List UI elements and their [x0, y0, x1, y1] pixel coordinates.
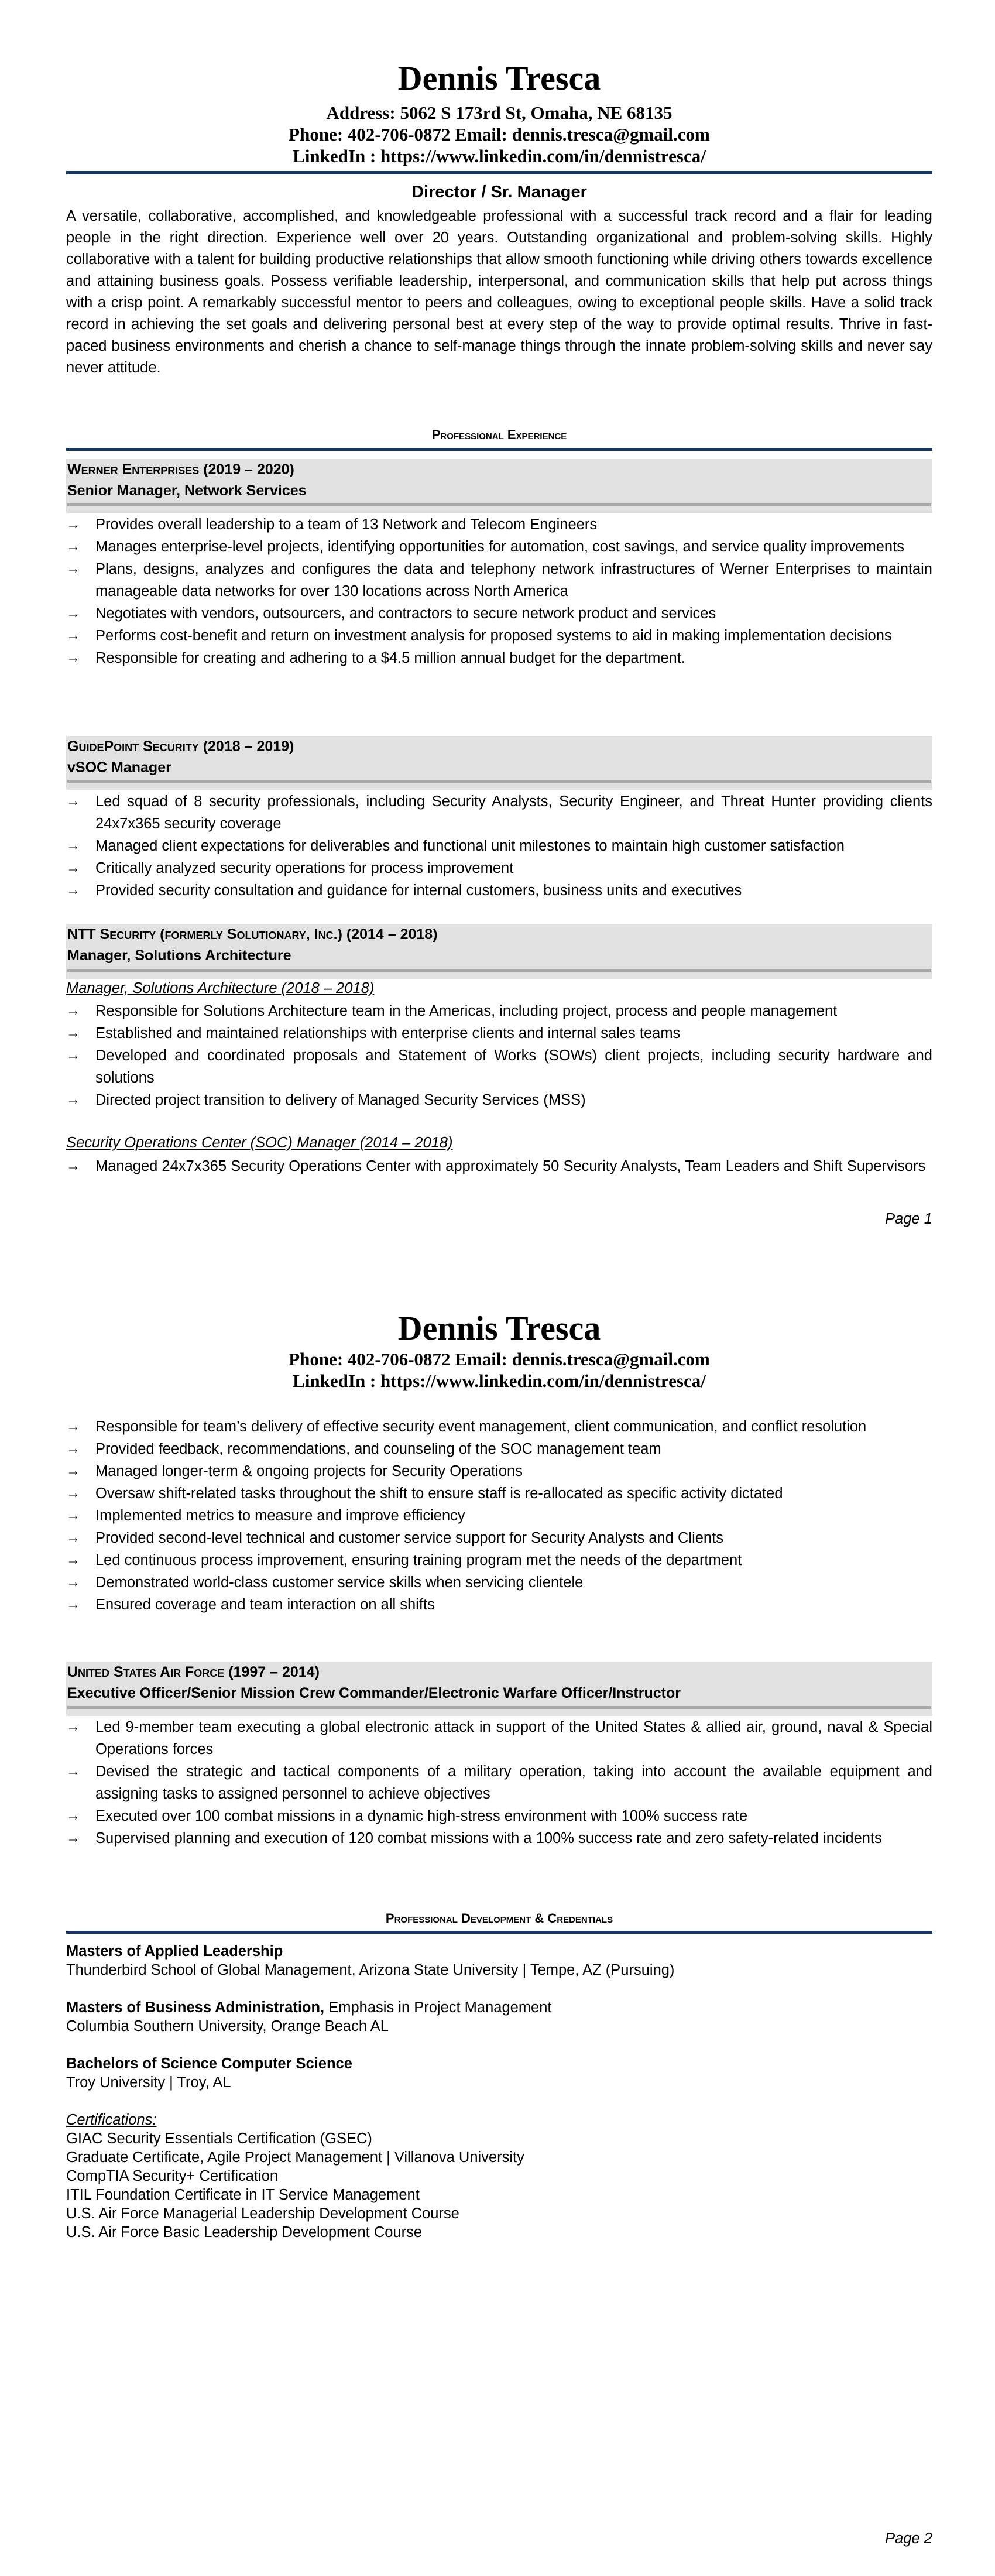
bullet-item — [66, 625, 932, 647]
subrole-title: Security Operations Center (SOC) Manager (2014 – 2018) — [66, 1135, 453, 1151]
bullet-text: Led squad of 8 security professionals, including Security Analysts, Security Engineer, and Threat Hunter providing clients 24x7x365 security coverage — [95, 793, 932, 832]
job-dates: (2014 – 2018) — [346, 926, 438, 943]
bullet-item — [66, 1716, 932, 1760]
arrow-bullet-icon: → — [66, 1530, 80, 1546]
bullet-item — [66, 602, 932, 625]
arrow-bullet-icon: → — [66, 1597, 80, 1612]
job-role: vSOC Manager — [67, 759, 171, 776]
certification-item: GIAC Security Essentials Certification (GSEC) — [66, 2130, 372, 2147]
development-heading: Professional Development & Credentials — [385, 1911, 613, 1926]
bullet-text: Performs cost-benefit and return on investment analysis for proposed systems to aid in making implementation decisions — [95, 628, 892, 644]
bullet-item — [66, 536, 932, 558]
certification-item: U.S. Air Force Managerial Leadership Development Course — [66, 2205, 459, 2222]
bullet-item — [66, 1438, 932, 1460]
bullet-item — [66, 1416, 932, 1438]
bullet-text: Provided security consultation and guidance for internal customers, business units and executives — [95, 882, 742, 899]
bullet-item — [66, 1805, 932, 1827]
job-header-ntt — [66, 924, 932, 979]
arrow-bullet-icon: → — [66, 1485, 80, 1501]
school: Troy University | Troy, AL — [66, 2074, 231, 2091]
resume-name: Dennis Tresca — [397, 1309, 601, 1347]
linkedin: LinkedIn : https://www.linkedin.com/in/dennistresca/ — [293, 1371, 706, 1391]
subrole-title: Manager, Solutions Architecture (2018 – 2018) — [66, 980, 375, 996]
experience-divider — [66, 448, 932, 451]
job-dates: (1997 – 2014) — [228, 1664, 320, 1680]
arrow-bullet-icon: → — [66, 1719, 80, 1735]
certification-item: CompTIA Security+ Certification — [66, 2168, 279, 2184]
bullet-text: Plans, designs, analyzes and configures the data and telephony network infrastructures of Werner Enterprises to maintain manageable data networks for over 130 locations across North America — [95, 561, 932, 600]
arrow-bullet-icon: → — [66, 1763, 80, 1779]
job-dates: (2019 – 2020) — [203, 461, 294, 478]
bullet-item — [66, 835, 932, 857]
bullet-text: Ensured coverage and team interaction on all shifts — [95, 1597, 435, 1613]
address: Address: 5062 S 173rd St, Omaha, NE 68135 — [326, 102, 673, 123]
development-divider — [66, 1931, 932, 1934]
ntt-soc-bullets — [66, 1155, 932, 1177]
bullet-text: Demonstrated world-class customer service skills when servicing clientele — [95, 1574, 584, 1591]
arrow-bullet-icon: → — [66, 516, 80, 532]
bullet-item — [66, 1022, 932, 1044]
arrow-bullet-icon: → — [66, 650, 80, 666]
company-name: NTT Security (formerly Solutionary, Inc.) — [67, 926, 342, 943]
linkedin: LinkedIn : https://www.linkedin.com/in/dennistresca/ — [293, 146, 706, 166]
bullet-item — [66, 558, 932, 602]
job-header-guidepoint — [66, 736, 932, 790]
bullet-item — [66, 1827, 932, 1849]
bullet-item — [66, 1460, 932, 1482]
education-entry — [66, 1998, 932, 2036]
degree-extra: Emphasis in Project Management — [324, 1999, 552, 2016]
company-name: Werner Enterprises — [67, 461, 200, 478]
ntt-sa-bullets — [66, 1000, 932, 1111]
bullet-text: Implemented metrics to measure and improve efficiency — [95, 1508, 465, 1524]
certification-item: ITIL Foundation Certificate in IT Service Management — [66, 2187, 420, 2203]
education-entry — [66, 1942, 932, 1979]
arrow-bullet-icon: → — [66, 1508, 80, 1523]
certification-item: U.S. Air Force Basic Leadership Development Course — [66, 2224, 423, 2241]
bullet-text: Provided second-level technical and customer service support for Security Analysts and Clients — [95, 1530, 723, 1546]
arrow-bullet-icon: → — [66, 1552, 80, 1568]
degree: Masters of Applied Leadership — [66, 1943, 283, 1960]
bullet-item — [66, 1000, 932, 1022]
bullet-text: Led continuous process improvement, ensuring training program met the needs of the department — [95, 1552, 742, 1568]
arrow-bullet-icon: → — [66, 1158, 80, 1174]
bullet-text: Provides overall leadership to a team of 13 Network and Telecom Engineers — [95, 516, 598, 533]
bullet-item — [66, 1089, 932, 1111]
bullet-item — [66, 879, 932, 902]
professional-title: Director / Sr. Manager — [411, 183, 587, 201]
degree: Bachelors of Science Computer Science — [66, 2056, 352, 2072]
arrow-bullet-icon: → — [66, 1574, 80, 1590]
bullet-text: Responsible for creating and adhering to a $4.5 million annual budget for the department. — [95, 650, 685, 666]
bullet-text: Managed client expectations for deliverables and functional unit milestones to maintain high customer satisfaction — [95, 838, 845, 854]
arrow-bullet-icon: → — [66, 882, 80, 898]
arrow-bullet-icon: → — [66, 860, 80, 876]
school: Columbia Southern University, Orange Beach AL — [66, 2018, 389, 2034]
arrow-bullet-icon: → — [66, 1419, 80, 1434]
bullet-text: Provided feedback, recommendations, and counseling of the SOC management team — [95, 1441, 661, 1457]
experience-heading: Professional Experience — [431, 427, 567, 442]
arrow-bullet-icon: → — [66, 1092, 80, 1108]
arrow-bullet-icon: → — [66, 838, 80, 854]
bullet-text: Led 9-member team executing a global electronic attack in support of the United States & allied air, ground, naval & Special Operations forces — [95, 1719, 932, 1758]
arrow-bullet-icon: → — [66, 1025, 80, 1041]
page-number: Page 2 — [885, 2530, 932, 2547]
job-header-bar — [67, 1706, 931, 1709]
bullet-text: Responsible for team’s delivery of effective security event management, client communication, and conflict resolution — [95, 1419, 867, 1435]
bullet-text: Directed project transition to delivery of Managed Security Services (MSS) — [95, 1092, 586, 1108]
contact-block — [66, 1348, 932, 1392]
bullet-item — [66, 1594, 932, 1616]
bullet-item — [66, 1549, 932, 1571]
bullet-text: Executed over 100 combat missions in a dynamic high-stress environment with 100% success rate — [95, 1808, 748, 1824]
phone-email: Phone: 402-706-0872 Email: dennis.tresca@gmail.com — [289, 124, 710, 145]
certification-item: Graduate Certificate, Agile Project Management | Villanova University — [66, 2149, 524, 2166]
education-entry — [66, 2054, 932, 2092]
contact-block — [66, 102, 932, 167]
arrow-bullet-icon: → — [66, 628, 80, 643]
company-name: United States Air Force — [67, 1664, 225, 1680]
bullet-text: Managed 24x7x365 Security Operations Center with approximately 50 Security Analysts, Team Leaders and Shift Supervisors — [95, 1158, 926, 1174]
job-header-werner — [66, 459, 932, 513]
certifications-label: Certifications: — [66, 2112, 157, 2128]
phone-email: Phone: 402-706-0872 Email: dennis.tresca@gmail.com — [289, 1349, 710, 1369]
degree: Masters of Business Administration, — [66, 1999, 325, 2016]
arrow-bullet-icon: → — [66, 1830, 80, 1846]
bullet-text: Managed longer-term & ongoing projects for Security Operations — [95, 1463, 523, 1479]
certifications-list — [66, 2129, 932, 2242]
job-header-bar — [67, 780, 931, 783]
bullet-item — [66, 790, 932, 835]
resume-name: Dennis Tresca — [397, 59, 601, 97]
soc-continued-bullets — [66, 1416, 932, 1616]
arrow-bullet-icon: → — [66, 793, 80, 809]
arrow-bullet-icon: → — [66, 1003, 80, 1019]
bullet-item — [66, 1760, 932, 1805]
bullet-item — [66, 1044, 932, 1089]
company-name: GuidePoint Security — [67, 738, 199, 755]
bullet-item — [66, 1505, 932, 1527]
school: Thunderbird School of Global Management, Arizona State University | Tempe, AZ (Pursuing) — [66, 1962, 675, 1978]
job-header-usaf — [66, 1662, 932, 1716]
arrow-bullet-icon: → — [66, 605, 80, 621]
bullet-text: Oversaw shift-related tasks throughout the shift to ensure staff is re-allocated as specific activity dictated — [95, 1485, 783, 1502]
job-role: Executive Officer/Senior Mission Crew Commander/Electronic Warfare Officer/Instructor — [67, 1685, 681, 1701]
bullet-text: Manages enterprise-level projects, identifying opportunities for automation, cost savings, and service quality improvements — [95, 539, 904, 555]
arrow-bullet-icon: → — [66, 1808, 80, 1824]
job-dates: (2018 – 2019) — [203, 738, 294, 755]
werner-bullets — [66, 513, 932, 669]
bullet-item — [66, 1527, 932, 1549]
education-section — [66, 1942, 932, 2242]
guidepoint-bullets — [66, 790, 932, 902]
bullet-item — [66, 647, 932, 669]
arrow-bullet-icon: → — [66, 1047, 80, 1063]
bullet-item — [66, 1571, 932, 1594]
bullet-item — [66, 857, 932, 879]
arrow-bullet-icon: → — [66, 1463, 80, 1479]
bullet-text: Responsible for Solutions Architecture team in the Americas, including project, process and people management — [95, 1003, 838, 1019]
bullet-text: Established and maintained relationships with enterprise clients and internal sales teams — [95, 1025, 681, 1042]
job-header-bar — [67, 969, 931, 972]
arrow-bullet-icon: → — [66, 1441, 80, 1457]
summary-paragraph: A versatile, collaborative, accomplished, and knowledgeable professional with a successful track record and a flair for leading people in the right direction. Experience well over 20 years. Outstanding organizational and problem-solving skills. Highly collaborative with a talent for building productive relationships that allow smooth functioning while driving others towards excellence and attaining business goals. Possess verifiable leadership, interpersonal, and communication skills that help put across things with a crisp point. A remarkably successful mentor to peers and colleagues, owing to exceptional people skills. Have a solid track record in achieving the set goals and delivering personal best at every step of the way to provide optimal results. Thrive in fast-paced business environments and cherish a chance to self-manage things through the innate problem-solving skills and never say never attitude. — [66, 208, 932, 376]
bullet-item — [66, 1482, 932, 1505]
bullet-text: Negotiates with vendors, outsourcers, and contractors to secure network product and services — [95, 605, 716, 622]
bullet-text: Developed and coordinated proposals and Statement of Works (SOWs) client projects, including security hardware and solutions — [95, 1047, 932, 1086]
job-role: Senior Manager, Network Services — [67, 482, 307, 499]
bullet-text: Devised the strategic and tactical components of a military operation, taking into account the available equipment and assigning tasks to assigned personnel to achieve objectives — [95, 1763, 932, 1802]
page-number: Page 1 — [885, 1211, 932, 1227]
bullet-text: Critically analyzed security operations for process improvement — [95, 860, 514, 876]
arrow-bullet-icon: → — [66, 539, 80, 554]
bullet-text: Supervised planning and execution of 120 combat missions with a 100% success rate and zero safety-related incidents — [95, 1830, 882, 1847]
bullet-item — [66, 1155, 932, 1177]
header-divider — [66, 171, 932, 174]
bullet-item — [66, 513, 932, 536]
arrow-bullet-icon: → — [66, 561, 80, 577]
usaf-bullets — [66, 1716, 932, 1849]
job-header-bar — [67, 503, 931, 506]
job-role: Manager, Solutions Architecture — [67, 947, 291, 964]
